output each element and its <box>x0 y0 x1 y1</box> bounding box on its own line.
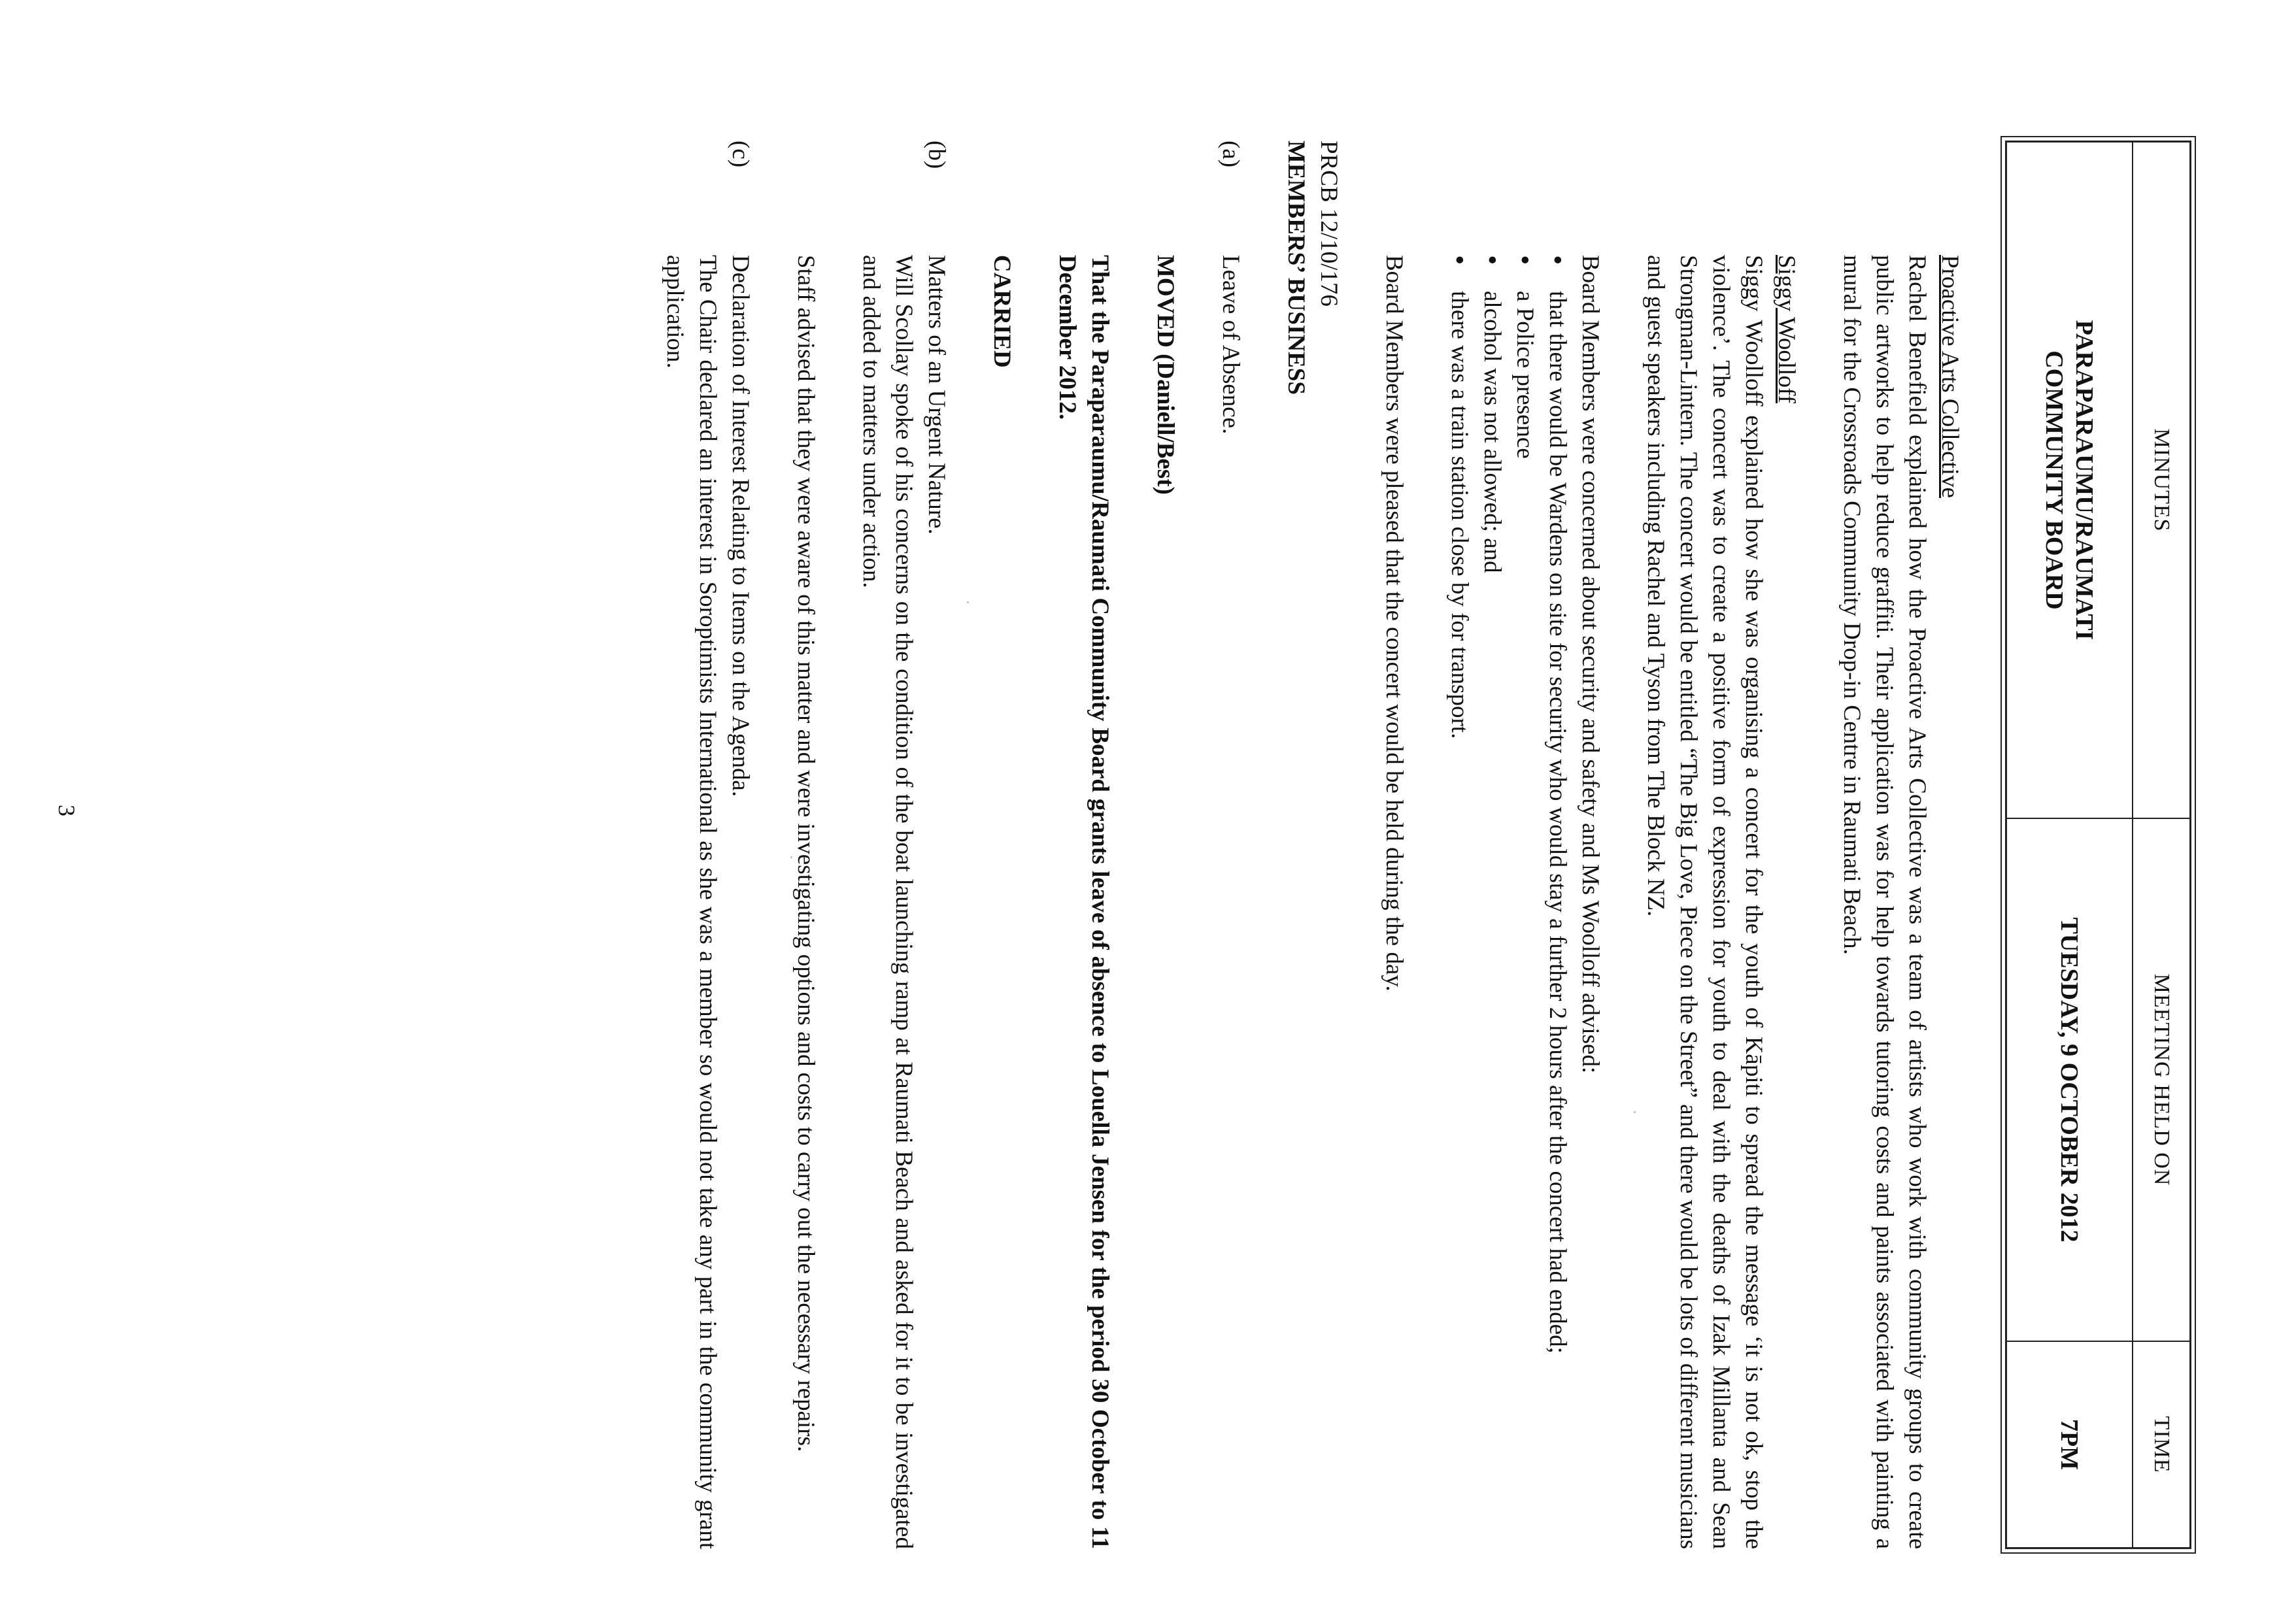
resolution-block <box>1051 255 1116 1549</box>
scan-speck <box>790 856 792 858</box>
security-concerns-intro: Board Members were concerned about security and safety and Ms Woolloff advised: <box>1577 255 1604 1074</box>
time-label: TIME <box>2132 1342 2189 1547</box>
bullet-item: • alcohol was not allowed; and <box>1476 255 1508 1549</box>
proactive-arts-section <box>1835 255 1966 1549</box>
item-a-leave-of-absence <box>1214 141 1247 1549</box>
bullet-item: • a Police presence <box>1508 255 1541 1549</box>
item-c-label: (c) <box>727 141 754 168</box>
item-c-declaration-of-interest <box>658 141 756 1549</box>
item-b-staff-text: Staff advised that they were aware of this matter and were investigating options and costs to carry out the necessary repairs. <box>792 255 819 1452</box>
resolution-text: That the Paraparaumu/Raumati Community Board grants leave of absence to Louella Jensen for the period 30 October to 11 December 2012. <box>1054 255 1113 1549</box>
siggy-woolloff-section <box>1639 255 1802 1549</box>
board-name-line2: COMMUNITY BOARD <box>2040 350 2068 610</box>
item-c-text: The Chair declared an interest in Soroptimists International as she was a member so would not take any part in the community grant application. <box>662 255 721 1549</box>
scan-speck <box>1634 1111 1636 1113</box>
item-b-text: Will Scollay spoke of his concerns on the condition of the boat launching ramp at Raumati Beach and asked for it to be investigated and added to matters under action. <box>858 255 917 1549</box>
item-b-staff-block <box>789 255 822 1549</box>
board-pleased-paragraph <box>1377 255 1410 1549</box>
item-b-title: Matters of an Urgent Nature. <box>923 255 950 535</box>
security-bullet-list <box>1443 255 1574 1549</box>
security-concerns-section <box>1443 255 1606 1549</box>
minutes-body <box>626 141 1966 1549</box>
item-a-label: (a) <box>1217 141 1244 168</box>
members-business-heading: MEMBERS’ BUSINESS <box>1283 141 1309 395</box>
meeting-date: TUESDAY, 9 OCTOBER 2012 <box>2007 819 2132 1342</box>
meeting-held-on-label: MEETING HELD ON <box>2132 819 2189 1342</box>
meeting-time: 7PM <box>2055 1418 2084 1471</box>
minutes-label: MINUTES <box>2132 142 2189 819</box>
scan-speck <box>967 601 969 603</box>
item-b-label: (b) <box>923 141 950 169</box>
item-c-body <box>658 255 756 1549</box>
item-reference: PRCB 12/10/176 <box>1315 141 1342 307</box>
carried-block <box>985 255 1018 1549</box>
siggy-woolloff-heading: Siggy Woolloff <box>1773 255 1800 403</box>
page-number: 3 <box>54 805 80 816</box>
item-a-title: Leave of Absence. <box>1217 255 1244 435</box>
proactive-arts-heading: Proactive Arts Collective <box>1936 255 1963 498</box>
moved-line: MOVED (Daniell/Best) <box>1152 255 1179 495</box>
board-name-line1: PARAPARAUMU/RAUMATI <box>2070 320 2099 641</box>
item-c-title: Declaration of Interest Relating to Items on the Agenda. <box>727 255 754 797</box>
minutes-header-table <box>2005 141 2191 1549</box>
proactive-arts-text: Rachel Benefield explained how the Proactive Arts Collective was a team of artists who work with community groups to create public artworks to help reduce graffiti. Their application was for help towards tutoring costs and paints associated with painting a mural for the Crossroads Community Drop-in Centre in Raumati Beach. <box>1838 255 1931 1549</box>
siggy-woolloff-text: Siggy Woolloff explained how she was organising a concert for the youth of Kāpiti to spread the message ‘it is not ok, stop the violence’. The concert was to create a positive form of expression for youth to deal with the deaths of Izak Millanta and Sean Strongman-Lintern. The concert would be entitled “The Big Love, Piece on the Street” and there would be lots of different musicians and guest speakers including Rachel and Tyson from The Block NZ. <box>1642 255 1767 1549</box>
moved-block <box>1149 255 1181 1549</box>
item-b-body <box>854 255 953 1549</box>
bullet-item: • that there would be Wardens on site for security who would stay a further 2 hours after the concert had ended; <box>1541 255 1574 1549</box>
item-b-urgent-matters <box>854 141 953 1549</box>
board-name <box>2007 142 2132 819</box>
carried-label: CARRIED <box>988 255 1015 368</box>
members-business-heading-block <box>1279 141 1345 1549</box>
bullet-item: • there was a train station close by for transport. <box>1443 255 1476 1549</box>
board-pleased-text: Board Members were pleased that the concert would be held during the day. <box>1381 255 1408 992</box>
